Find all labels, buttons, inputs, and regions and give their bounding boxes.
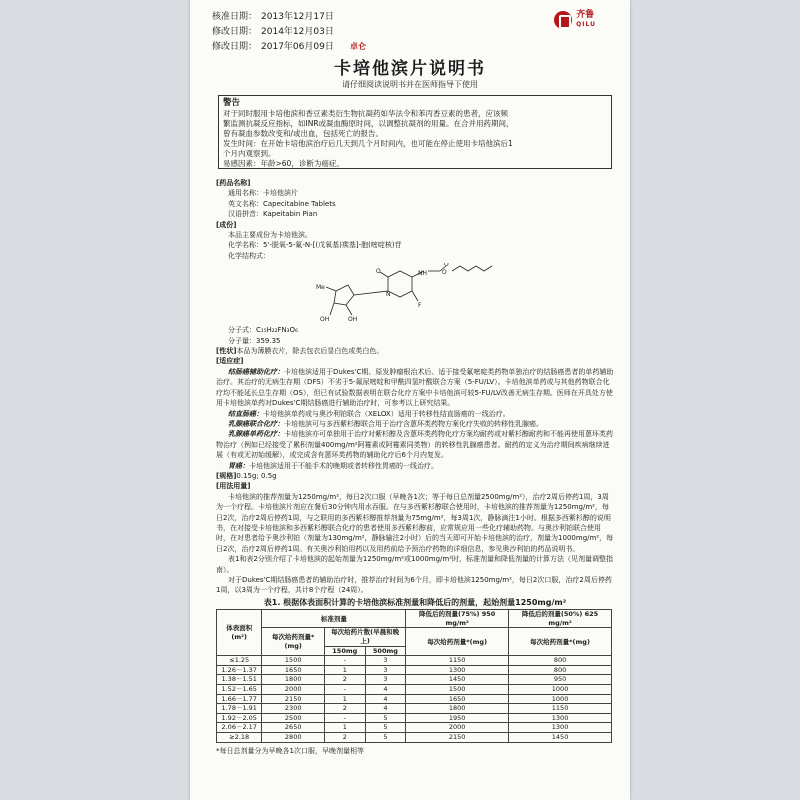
table-row bbox=[217, 713, 612, 723]
traits-line: [性状]本品为薄膜衣片，除去包衣后显白色或类白色。 bbox=[216, 347, 384, 356]
indication-breast-combo: 乳腺癌联合化疗：卡培他滨可与多西紫杉醇联合用于治疗含蒽环类药物方案化疗失败的转移性乳腺癌。 bbox=[228, 419, 543, 428]
dose-table bbox=[216, 609, 612, 742]
hydroxyl-bond-2 bbox=[346, 305, 352, 315]
th-reduced-75: 降低后的剂量(75%) 950 mg/m² bbox=[406, 610, 509, 628]
date-label: 修改日期： bbox=[212, 42, 258, 52]
table-cell: 2150 bbox=[262, 694, 325, 704]
page-subtitle: 请仔细阅读说明书并在医师指导下使用 bbox=[342, 80, 478, 89]
table-cell: 1800 bbox=[406, 704, 509, 714]
composition-main: 本品主要成份为卡培他滨。 bbox=[228, 231, 312, 240]
carbonyl-bond bbox=[380, 272, 388, 277]
table-cell: 5 bbox=[365, 732, 406, 742]
table-cell: 1300 bbox=[509, 723, 612, 733]
indication-colorectal: 结直肠癌：卡培他滨单药或与奥沙利铂联合（XELOX）适用于转移性结直肠癌的一线治疗。 bbox=[228, 409, 510, 418]
date-value: 2013年12月17日 bbox=[261, 12, 334, 22]
th-std-dose: 每次给药剂量*(mg) bbox=[262, 628, 325, 656]
table-row bbox=[217, 656, 612, 666]
table-cell: 2500 bbox=[262, 713, 325, 723]
indication-gastric: 胃癌：卡培他滨适用于不能手术的晚期或者转移性胃癌的一线治疗。 bbox=[228, 461, 438, 470]
table-cell: 2.06－2.17 bbox=[217, 723, 262, 733]
label-o1: O bbox=[376, 268, 381, 276]
table-cell: 1 bbox=[324, 723, 365, 733]
date-label: 核准日期： bbox=[212, 12, 258, 22]
table-cell: 4 bbox=[365, 704, 406, 714]
molecular-formula: 分子式：C₁₅H₂₂FN₃O₆ bbox=[228, 326, 298, 335]
hydroxyl-bond-1 bbox=[330, 303, 334, 315]
table-cell: 2300 bbox=[262, 704, 325, 714]
table-row bbox=[217, 675, 612, 685]
table-cell: 1000 bbox=[509, 684, 612, 694]
molecular-weight: 分子量：359.35 bbox=[228, 336, 281, 345]
table-cell: 1800 bbox=[262, 675, 325, 685]
table-cell: ≥2.18 bbox=[217, 732, 262, 742]
table-cell: 2650 bbox=[262, 723, 325, 733]
table-cell: 1450 bbox=[406, 675, 509, 685]
table-cell: ≤1.25 bbox=[217, 656, 262, 666]
table-cell: 1.78－1.91 bbox=[217, 704, 262, 714]
table-cell: 2150 bbox=[406, 732, 509, 742]
fluoro-bond bbox=[412, 291, 418, 301]
table-cell: 2000 bbox=[262, 684, 325, 694]
table-cell: 3 bbox=[365, 665, 406, 675]
table-cell: 1.38－1.51 bbox=[217, 675, 262, 685]
table-cell: 5 bbox=[365, 723, 406, 733]
table-cell: 1.52－1.65 bbox=[217, 684, 262, 694]
section-composition: [成份] bbox=[216, 220, 237, 229]
spec-line: [规格]0.15g; 0.5g bbox=[216, 471, 277, 480]
warning-line: 个月内观察到。 bbox=[223, 149, 276, 158]
table-title: 表1. 根据体表面积计算的卡培他滨标准剂量和降低后的剂量，起始剂量1250mg/m² bbox=[263, 597, 567, 607]
revision-dates bbox=[212, 10, 334, 55]
table-cell: 1950 bbox=[406, 713, 509, 723]
table-cell: 1 bbox=[324, 694, 365, 704]
warning-line: 繁监测抗凝反应指标，如INR或凝血酶原时间，以调整抗凝剂的用量。在合并用药期间， bbox=[223, 119, 514, 128]
table-cell: 4 bbox=[365, 684, 406, 694]
table-row bbox=[217, 732, 612, 742]
table-cell: 2 bbox=[324, 675, 365, 685]
table-row bbox=[217, 723, 612, 733]
table-cell: 1.26－1.37 bbox=[217, 665, 262, 675]
warning-line: 发生时间：在开始卡培他滨治疗后几天到几个月时间内，也可能在停止使用卡培他滨后1 bbox=[223, 139, 513, 148]
brand-name: 卓仑 bbox=[350, 42, 366, 51]
table-cell: 1150 bbox=[406, 656, 509, 666]
date-label: 修改日期： bbox=[212, 27, 258, 37]
dose-table-body bbox=[217, 656, 612, 742]
table-cell: 4 bbox=[365, 694, 406, 704]
revision-date-row bbox=[212, 10, 334, 25]
table-cell: 1.92－2.05 bbox=[217, 713, 262, 723]
th-std-tabs: 每次给药片数(早晨和晚上) bbox=[324, 628, 405, 646]
label-o3: O bbox=[444, 263, 449, 269]
table-cell: 2800 bbox=[262, 732, 325, 742]
label-f: F bbox=[418, 302, 422, 310]
logo-cn: 齐鲁 bbox=[576, 10, 595, 20]
methyl-bond bbox=[326, 287, 336, 291]
section-indications: [适应症] bbox=[216, 357, 244, 366]
table-cell: 3 bbox=[365, 675, 406, 685]
revision-date-row bbox=[212, 40, 334, 55]
pentyl-chain bbox=[452, 266, 492, 271]
logo-en: QILU bbox=[576, 21, 596, 28]
label-n2: N bbox=[386, 291, 391, 299]
date-value: 2014年12月03日 bbox=[261, 27, 334, 37]
chemical-structure-label: 化学结构式： bbox=[228, 251, 270, 260]
pyrimidine-ring bbox=[388, 271, 412, 297]
table-cell: 1000 bbox=[509, 694, 612, 704]
th-reduced-50: 降低后的剂量(50%) 625 mg/m² bbox=[509, 610, 612, 628]
table-cell: 2 bbox=[324, 704, 365, 714]
warning-heading: 警告 bbox=[223, 98, 241, 108]
table-cell: 1300 bbox=[406, 665, 509, 675]
th-150mg: 150mg bbox=[324, 646, 365, 656]
label-o2: O bbox=[442, 269, 447, 277]
table-cell: 1500 bbox=[406, 684, 509, 694]
table-cell: - bbox=[324, 713, 365, 723]
indication-colon-adjuvant: 结肠癌辅助化疗：卡培他滨适用于Dukes'C期、原发肿瘤根治术后、适于接受氟嘧啶类药物单独治疗的结肠癌患者的单药辅助治疗。其治疗的无病生存期（DFS）不劣于5-氟尿嘧啶和甲酰四氢叶酸联合方案（5-FU/LV）。卡培他滨单药或与其他药物联合化疗均不能延长总生存期（OS），但已有试验数据表明在联合化疗方案中卡培他滨可较5-FU/LV改善无病生存期。医师在开具处方使用卡培他滨单药对Dukes'C期结肠癌进行辅助治疗时，可参考以上研究结果。 bbox=[216, 367, 614, 408]
table-cell: 1650 bbox=[406, 694, 509, 704]
th-500mg: 500mg bbox=[365, 646, 406, 656]
indication-breast-mono: 乳腺癌单药化疗：卡培他滨亦可单独用于治疗对紫杉醇及含蒽环类药物化疗方案均耐药或对紫杉醇耐药和不能再使用蒽环类药物治疗（例如已经接受了累积剂量400mg/m²阿霉素或阿霉素同类物）的转移性乳腺癌患者。耐药的定义为治疗期间疾病继续进展（有或无初始缓解），或完成含有蒽环类药物的辅助化疗后6个月内复发。 bbox=[216, 430, 613, 460]
generic-name: 通用名称：卡培他滨片 bbox=[228, 189, 298, 198]
table-cell: 2000 bbox=[406, 723, 509, 733]
table-cell: 800 bbox=[509, 656, 612, 666]
table-cell: 1650 bbox=[262, 665, 325, 675]
ribose-ring bbox=[334, 285, 354, 305]
warning-text bbox=[223, 109, 607, 169]
table-cell: - bbox=[324, 684, 365, 694]
revision-date-row bbox=[212, 25, 334, 40]
table-cell: 950 bbox=[509, 675, 612, 685]
table-cell: 2 bbox=[324, 732, 365, 742]
table-cell: - bbox=[324, 656, 365, 666]
label-me: Me bbox=[316, 284, 325, 292]
table-cell: 1.66－1.77 bbox=[217, 694, 262, 704]
company-logo bbox=[554, 10, 596, 30]
table-cell: 1150 bbox=[509, 704, 612, 714]
table-row bbox=[217, 665, 612, 675]
th-standard: 标准剂量 bbox=[262, 610, 406, 628]
warning-line: 曾有凝血参数改变和/或出血，包括死亡的报告。 bbox=[223, 129, 384, 138]
chemical-structure-diagram bbox=[296, 263, 496, 323]
usage-paragraph-2: 表1和表2分别介绍了卡培他滨的起始剂量为1250mg/m²或1000mg/m²时，标准剂量和降低剂量的计算方法（见剂量调整指南）。 bbox=[216, 555, 614, 574]
package-insert-sheet bbox=[190, 0, 630, 800]
table-row bbox=[217, 694, 612, 704]
usage-paragraph-1: 卡培他滨的推荐剂量为1250mg/m²，每日2次口服（早晚各1次；等于每日总剂量2500mg/m²），治疗2周后停药1周，3周为一个疗程。卡培他滨片剂应在餐后30分钟内用水吞服。在与多西紫杉醇联合使用时，卡培他滨的推荐剂量为1250mg/m²，每日2次，治疗2周后停药1周，与之联用的多西紫杉醇推荐剂量为75mg/m²，每3周1次，静脉滴注1小时。根据多西紫杉醇的说明书，在对接受卡培他滨和多西紫杉醇联合化疗的患者使用多西紫杉醇前，应常规应用一些化疗辅助药物。与奥沙利铂联合使用时，在对患者给予奥沙利铂（剂量为130mg/m²，静脉输注2小时）后的当天即可开始卡培他滨的治疗，剂量为1000mg/m²，每日2次，治疗2周后停药1周。有关奥沙利铂用药以及用药前给予预治疗药物的详细信息，参见奥沙利铂的药品说明书。 bbox=[216, 492, 614, 553]
table-footnote: *每日总剂量分为早晚各1次口服，早晚剂量相等 bbox=[216, 746, 364, 755]
label-nh: NH bbox=[418, 270, 428, 278]
table-cell: 1450 bbox=[509, 732, 612, 742]
insert-body bbox=[216, 178, 614, 756]
label-oh2: OH bbox=[348, 316, 358, 324]
table-cell: 3 bbox=[365, 656, 406, 666]
structure-svg bbox=[296, 263, 496, 323]
table-row bbox=[217, 684, 612, 694]
warning-line: 易感因素：年龄>60，诊断为癌症。 bbox=[223, 159, 344, 168]
section-usage: [用法用量] bbox=[216, 482, 251, 491]
date-value: 2017年06月09日 bbox=[261, 42, 334, 52]
warning-box bbox=[218, 95, 612, 169]
page-title: 卡培他滨片说明书 bbox=[334, 59, 486, 79]
table-cell: 1500 bbox=[262, 656, 325, 666]
th-red75-dose: 每次给药剂量*(mg) bbox=[406, 628, 509, 656]
th-bsa: 体表面积(m²) bbox=[217, 610, 262, 656]
table-cell: 5 bbox=[365, 713, 406, 723]
table-row bbox=[217, 704, 612, 714]
table-cell: 1300 bbox=[509, 713, 612, 723]
usage-paragraph-3: 对于Dukes'C期结肠癌患者的辅助治疗时，推荐治疗时间为6个月，即卡培他滨1250mg/m²，每日2次口服，治疗2周后停药1周，以3周为一个疗程，共计8个疗程（24周）。 bbox=[216, 576, 612, 595]
qilu-logo-icon bbox=[554, 11, 572, 29]
label-oh1: OH bbox=[320, 316, 330, 324]
table-cell: 800 bbox=[509, 665, 612, 675]
chemical-name: 化学名称：5'-脱氧-5-氟-N-[(戊氧基)羰基]-胞(嘧啶核)苷 bbox=[228, 241, 402, 250]
th-red50-dose: 每次给药剂量*(mg) bbox=[509, 628, 612, 656]
glycosidic-bond bbox=[354, 291, 388, 295]
warning-line: 对于同时服用卡培他滨和香豆素类衍生物抗凝药如华法令和苯丙香豆素的患者，应该频 bbox=[223, 109, 508, 118]
pinyin-name: 汉语拼音：Kapeitabin Pian bbox=[228, 210, 318, 219]
section-drug-name: [药品名称] bbox=[216, 179, 251, 187]
table-cell: 1 bbox=[324, 665, 365, 675]
english-name: 英文名称：Capecitabine Tablets bbox=[228, 199, 336, 208]
